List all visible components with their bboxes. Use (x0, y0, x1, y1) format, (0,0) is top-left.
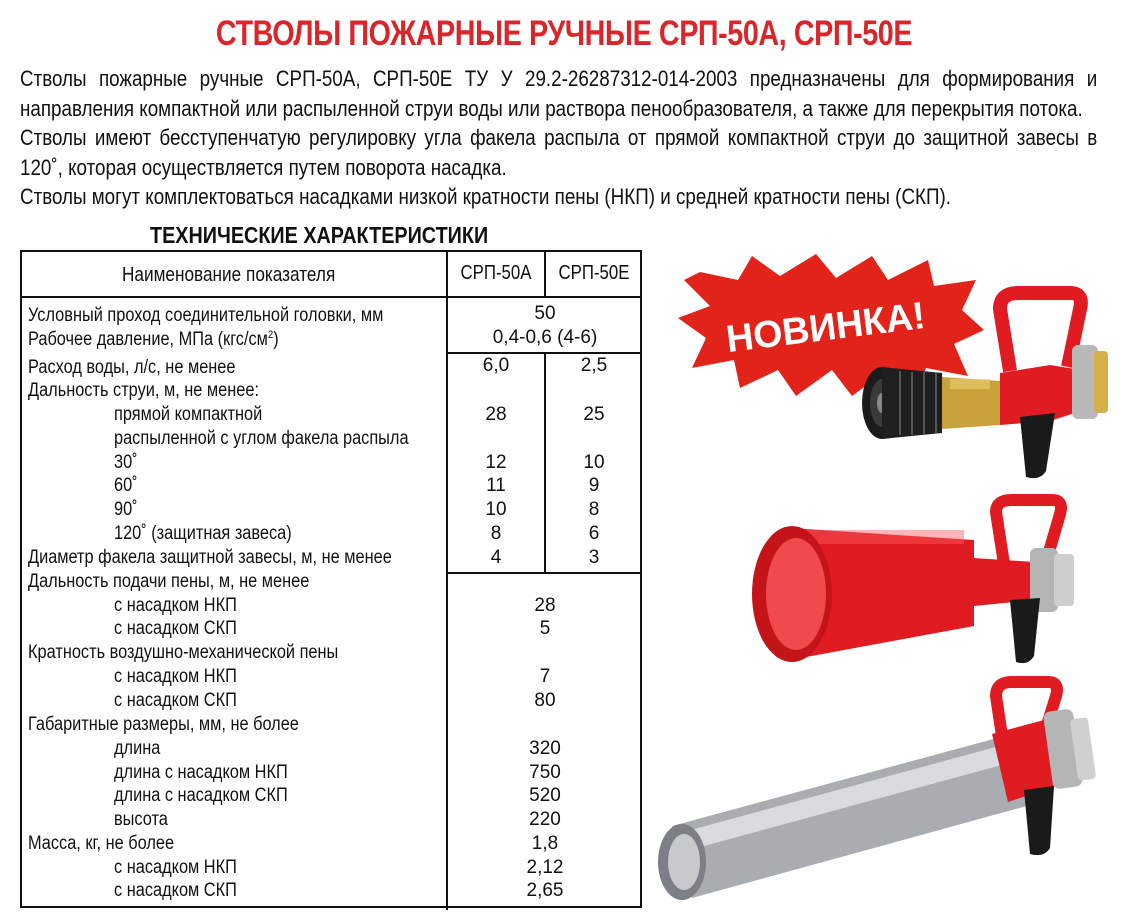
row-value-e: 25 (583, 404, 605, 425)
row-value: 5 (539, 618, 551, 639)
row-value: 80 (534, 690, 556, 711)
row-value: 1,8 (531, 833, 559, 854)
row-label: Масса, кг, не более (28, 833, 175, 854)
row-label: Габаритные размеры, мм, не более (28, 714, 299, 735)
intro-text (20, 64, 1097, 212)
row-value-a: 12 (485, 452, 507, 473)
page-title: СТВОЛЫ ПОЖАРНЫЕ РУЧНЫЕ СРП-50А, СРП-50Е (215, 14, 913, 53)
row-label: Рабочее давление, МПа $(кгс/см^2)$ (28, 329, 279, 350)
intro-paragraph-2: Стволы имеют бесступенчатую регулировку угла факела распыла от прямой компактной струи до защитной завесы в 120˚, которая осуществляется путем поворота насадка. (20, 125, 1098, 180)
row-label: Дальность подачи пены, м, не менее (28, 571, 310, 592)
row-value-e: 10 (583, 452, 605, 473)
row-label: с насадком НКП (114, 595, 237, 616)
row-label: с насадком СКП (114, 618, 237, 639)
row-label: Кратность воздушно-механической пены (28, 642, 339, 663)
split-rule-bottom (446, 572, 642, 574)
row-value: 7 (539, 666, 551, 687)
specs-heading: ТЕХНИЧЕСКИЕ ХАРАКТЕРИСТИКИ (150, 222, 489, 248)
row-value-a: 28 (485, 404, 507, 425)
row-label: 90˚ (114, 499, 138, 520)
row-value: 0,4-0,6 (4-6) (492, 327, 598, 348)
intro-paragraph-1: Стволы пожарные ручные СРП-50А, СРП-50Е ТУ У 29.2-26287312-014-2003 предназначены для формирования и направления компактной или распыленной струи воды или раствора пенообразователя, а также для перекрытия потока. (20, 66, 1098, 121)
row-value: 220 (529, 809, 561, 830)
header-col-e: СРП-50Е (558, 262, 630, 284)
row-label: с насадком СКП (114, 690, 237, 711)
row-value: 50 (534, 303, 556, 324)
row-value: 750 (529, 762, 561, 783)
header-rule (22, 296, 640, 298)
row-value-a: 11 (486, 475, 506, 496)
row-label: 30˚ (114, 452, 138, 473)
nozzle-photo-1 (850, 285, 1120, 485)
row-value-a: 8 (490, 523, 502, 544)
header-col-a: СРП-50А (460, 262, 532, 284)
row-value-e: 6 (588, 523, 600, 544)
row-label: 60˚ (114, 475, 138, 496)
row-label: высота (114, 809, 168, 830)
row-value: 28 (534, 595, 556, 616)
row-label: длина с насадком НКП (114, 762, 288, 783)
row-value: 2,65 (526, 880, 564, 901)
row-value-a: 4 (490, 547, 502, 568)
col-rule-header-2 (544, 252, 546, 298)
row-value-e: 3 (588, 547, 600, 568)
nozzle-photo-3 (652, 676, 1122, 910)
row-label: прямой компактной (114, 404, 263, 425)
row-value-e: 8 (588, 499, 600, 520)
row-label: Дальность струи, м, не менее: (28, 380, 259, 401)
row-label: 120˚ (защитная завеса) (114, 523, 292, 544)
nozzle-photo-2 (734, 488, 1124, 672)
spec-table (20, 250, 642, 908)
row-value-e: 9 (588, 475, 600, 496)
row-label: Расход воды, л/с, не менее (28, 357, 236, 378)
row-label: распыленной с углом факела распыла (114, 428, 409, 449)
row-label: Диаметр факела защитной завесы, м, не менее (28, 547, 392, 568)
row-label: длина (114, 738, 161, 759)
header-name: Наименование показателя (122, 264, 336, 286)
row-label: Условный проход соединительной головки, мм (28, 305, 384, 326)
row-value-e: 2,5 (580, 355, 608, 376)
row-value: 320 (529, 738, 561, 759)
row-value-a: 6,0 (482, 355, 510, 376)
badge-label: НОВИНКА! (723, 294, 931, 362)
row-value: 2,12 (526, 857, 564, 878)
row-label: с насадком СКП (114, 880, 237, 901)
intro-paragraph-3: Стволы могут комплектоваться насадками низкой кратности пены (НКП) и средней кратности пены (СКП). (20, 184, 952, 209)
row-label: с насадком НКП (114, 666, 237, 687)
row-value: 520 (529, 785, 561, 806)
row-label: длина с насадком СКП (114, 785, 288, 806)
row-label: с насадком НКП (114, 857, 237, 878)
col-rule-header-1 (446, 252, 448, 298)
row-value-a: 10 (485, 499, 507, 520)
